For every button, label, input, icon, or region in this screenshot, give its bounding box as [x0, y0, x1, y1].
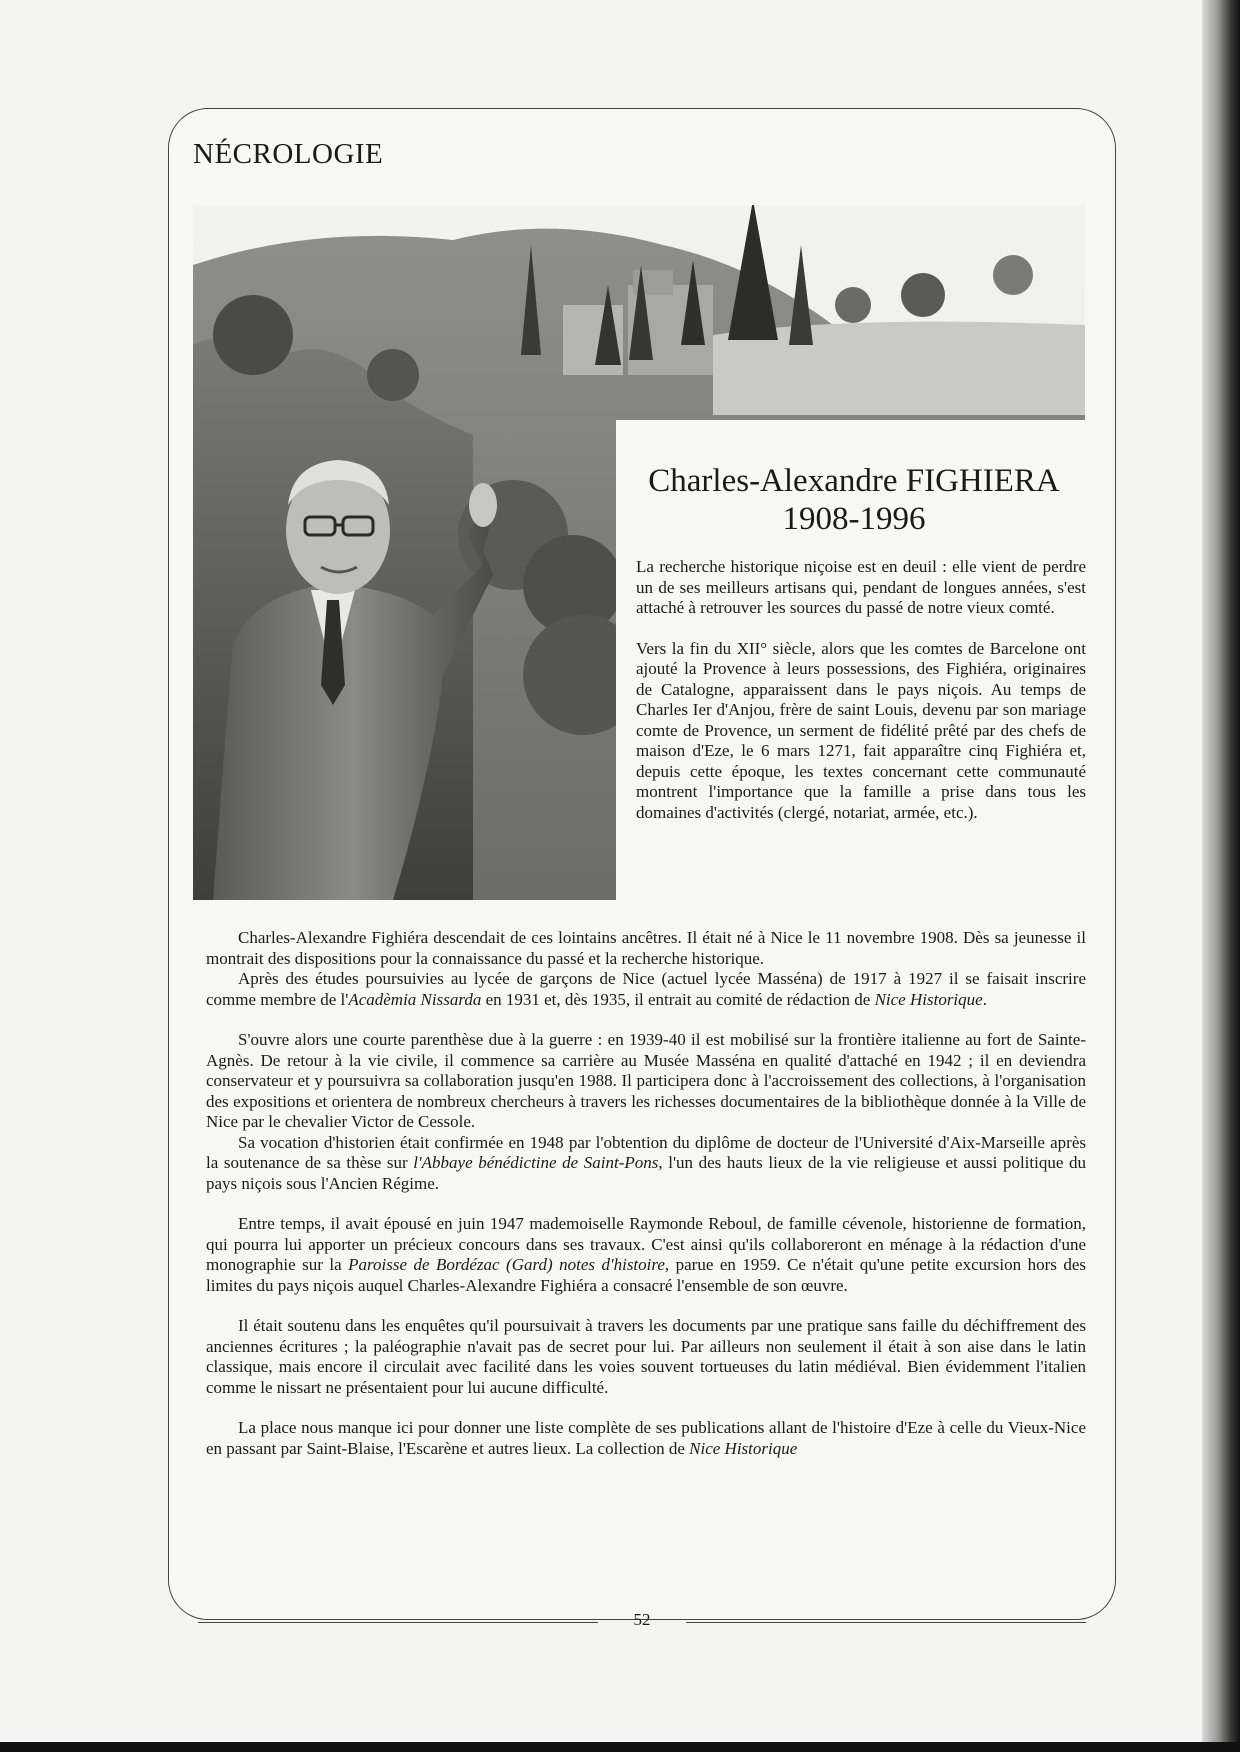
body-paragraph: Il était soutenu dans les enquêtes qu'il poursuivait à travers les documents par une pratique sans faille du déchiffrement des anciennes écritures ; la paléographie n'avait pas de secret pour lui. Par ailleurs non seulement il était à son aise dans le latin classique, mais encore il circulait avec facilité dans les voies souvent tortueuses du latin médiéval. Bien évidemment l'italien comme le nissart ne présentaient pour lui aucune difficulté.: [206, 1316, 1086, 1397]
journal-name: Acadèmia Nissarda: [348, 989, 482, 1009]
journal-name: Nice Historique: [689, 1438, 798, 1458]
section-title: NÉCROLOGIE: [193, 138, 384, 170]
page-number: 52: [633, 1610, 651, 1629]
article-body: [206, 928, 1086, 1459]
body-paragraph: S'ouvre alors une courte parenthèse due à la guerre : en 1939-40 il est mobilisé sur la frontière italienne au fort de Sainte-Agnès. De retour à la vie civile, il commence sa carrière au Musée Masséna en qualité d'attaché en 1942 ; il en deviendra conservateur et y poursuivra sa collaboration jusqu'en 1988. Il participera donc à l'accroissement des collections, à l'organisation des expositions et orientera de nombreux chercheurs à travers les richesses documentaires de la bibliothèque donnée à la Ville de Nice par le chevalier Victor de Cessole.: [206, 1030, 1086, 1131]
monograph-title: Paroisse de Bordézac (Gard) notes d'histoire,: [348, 1255, 670, 1274]
body-paragraph: Sa vocation d'historien était confirmée en 1948 par l'obtention du diplôme de docteur de l'Université d'Aix-Marseille après la soutenance de sa thèse sur l'Abbaye bénédictine de Saint-Pons, l'un des hauts lieux de la vie religieuse et aussi politique du pays niçois sous l'Ancien Régime.: [206, 1132, 1086, 1193]
page-bottom-edge: [0, 1742, 1240, 1752]
body-paragraph: Après des études poursuivies au lycée de garçons de Nice (actuel lycée Masséna) de 1917 à 1927 il se faisait inscrire comme membre de l'Acadèmia Nissarda en 1931 et, dès 1935, il entrait au comité de rédaction de Nice Historique.: [206, 969, 1086, 1009]
intro-column: [636, 557, 1086, 843]
intro-paragraph: Vers la fin du XII° siècle, alors que les comtes de Barcelone ont ajouté la Provence à leurs possessions, des Fighiéra, originaires de Catalogne, apparaissent dans le pays niçois. Au temps de Charles Ier d'Anjou, frère de saint Louis, devenu par son mariage comte de Provence, un serment de fidélité prêté par des chefs de maison d'Eze, le 6 mars 1271, fait apparaître cinq Fighiéra et, depuis cette époque, les textes concernant cette communauté montrent l'importance que la famille a prise dans tous les domaines d'activités (clergé, notariat, armée, etc.).: [636, 638, 1086, 822]
article-dates: 1908-1996: [782, 501, 926, 537]
page-footer: [168, 1610, 1116, 1634]
book-binding-shadow: [1202, 0, 1240, 1752]
body-paragraph: Charles-Alexandre Fighiéra descendait de ces lointains ancêtres. Il était né à Nice le 11 novembre 1908. Dès sa jeunesse il montrait des dispositions pour la connaissance du passé et la recherche historique.: [206, 928, 1086, 968]
footer-rule-right: [686, 1622, 1086, 1623]
thesis-title: l'Abbaye bénédictine de Saint-Pons: [413, 1153, 659, 1172]
body-paragraph: La place nous manque ici pour donner une liste complète de ses publications allant de l'histoire d'Eze à celle du Vieux-Nice en passant par Saint-Blaise, l'Escarène et autres lieux. La collection de Nice Historique: [206, 1418, 1086, 1458]
journal-name: Nice Historique: [874, 989, 983, 1009]
article-name: Charles-Alexandre FIGHIERA: [648, 463, 1060, 499]
body-paragraph: Entre temps, il avait épousé en juin 1947 mademoiselle Raymonde Reboul, de famille cévenole, historienne de formation, qui pourra lui apporter un précieux concours dans ses travaux. C'est ainsi qu'ils collaboreront en ménage à la rédaction d'une monographie sur la Paroisse de Bordézac (Gard) notes d'histoire, parue en 1959. Ce n'était qu'une petite excursion hors des limites du pays niçois auquel Charles-Alexandre Fighiéra a consacré l'ensemble de son œuvre.: [206, 1214, 1086, 1295]
intro-paragraph: La recherche historique niçoise est en deuil : elle vient de perdre un de ses meilleurs artisans qui, pendant de longues années, s'est attaché à retrouver les sources du passé de notre vieux comté.: [636, 557, 1086, 617]
article-title: [620, 462, 1088, 538]
